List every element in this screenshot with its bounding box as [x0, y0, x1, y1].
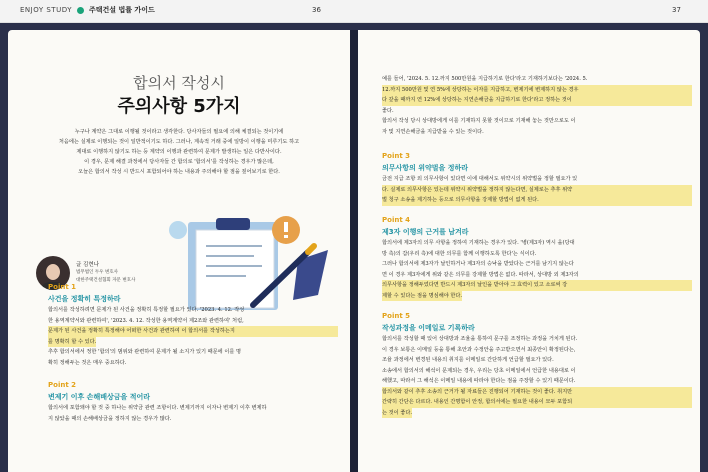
left-page	[8, 30, 350, 472]
magazine-brand: ENJOY STUDY	[20, 6, 72, 14]
body-line: 확히 정해두는 것은 매우 중요하다.	[48, 359, 127, 366]
highlighted-line: 다. 실제로 의무사항은 있는데 위약시 위약벌을 정하지 않는다면, 실제로는 추후 위약	[382, 185, 692, 196]
point-title: 변제기 이후 손해배상금을 적어라	[48, 393, 150, 401]
highlighted-line: 를 명확히 할 수 있다.	[48, 337, 96, 348]
body-line: 금전 지급 조항 외 의무사항이 있다면 이에 대해서도 위약시의 위약벌을 정할 필요가 있	[382, 176, 578, 182]
body-line: 합의서를 작성할 때 있어 상대방과 조율을 통하여 문구를 조정하는 과정을 거치게 된다.	[382, 336, 578, 342]
decor-circle	[169, 221, 187, 239]
section-dot-icon	[77, 7, 84, 14]
point-body	[382, 238, 692, 301]
point-number: Point 2	[48, 381, 76, 389]
body-line: 자 및 지연손해금을 지급받을 수 있는 것이다.	[382, 128, 484, 135]
highlighted-line: 는 것이 좋다.	[382, 408, 412, 419]
point-body	[382, 174, 692, 206]
section-subtitle: 주택건설 법률 가이드	[88, 6, 155, 14]
running-header	[0, 0, 708, 23]
point-title: 사건을 정확히 특정하라	[48, 295, 121, 303]
body-line: 합의서 작성 당시 상대방에게 이를 기재하지 못할 것이므로 기재해 놓는 것만으로도 이	[382, 118, 576, 124]
point-body	[48, 305, 338, 368]
contract-illustration	[158, 190, 333, 310]
right-page	[358, 30, 700, 472]
body-line: 추후 합의서에서 정한 '합의'의 범위와 관련하여 문제가 될 소지가 있기 때문에 이를 명	[48, 349, 242, 355]
clipboard-clip	[216, 218, 250, 230]
point-title: 제3자 이행의 근거를 남겨라	[382, 228, 469, 236]
body-line: 그러나 합의서에 제3자가 날인하거나 제3자의 승낙을 받았다는 근거를 남기지 않는다	[382, 261, 574, 267]
point-body	[48, 403, 338, 424]
article-kicker: 합의서 작성시	[133, 74, 225, 92]
book-spine	[350, 30, 358, 472]
body-line: 조율 과정에서 변경된 내용의 취지를 이메일로 간단하게 언급할 필요가 있다.	[382, 357, 554, 363]
point-title: 작성과정을 이메일로 기록하라	[382, 324, 475, 332]
highlighted-line: 다 갚을 때까지 연 12%에 상당하는 지연손해금을 지급하기로 한다'라고 정하는 것이	[382, 95, 692, 106]
highlighted-line: 벌 청구 소송을 제기하는 등으로 의무사항을 강제할 방법이 없게 된다.	[382, 195, 692, 206]
body-line: 합의서에 포함돼야 할 것 중 하나는 위약금 관련 조항이다. 변제기까지 이자나 변제기 이후 변제하	[48, 405, 267, 411]
body-line: 이 경우 보통은 이메일 등을 통해 초안과 수정안을 주고받으면서 최종안이 확정된다는,	[382, 346, 576, 353]
body-line: 면 이 경우 제3자에게 위와 같은 의무를 강제할 방법은 없다. 따라서, 상대방 외 제3자의	[382, 271, 579, 278]
highlighted-line: 합의서와 같이 추후 소송의 근거가 될 자료들은 진행되어 기재하는 것이 좋다. 취지만	[382, 387, 692, 398]
body-line: 예를 들어, '2024. 5. 12.까지 500만원을 지급하기로 한다'라고 기재하기보다는 '2024. 5.	[382, 76, 588, 82]
body-line: 지 않았을 때의 손해배상금을 정하지 않는 경우가 많다.	[48, 415, 172, 422]
intro-line: 누구나 계약은 그대로 이행될 것이라고 생각한다. 당사자들의 필요에 의해 체결되는 것이기에	[74, 129, 284, 135]
intro-line: 제대로 이행하지 않기도 하는 등 계약의 이행과 관련하여 문제가 발생하는 일은 다반사이다.	[76, 149, 282, 155]
point-title: 의무사항의 위약벌을 정하라	[382, 164, 469, 172]
body-line: 방 측)의 갑(우리 측)에 대한 의무를 함께 이행하도록 한다'는 식이다.	[382, 250, 537, 257]
author-role: 법무법인 두우 변호사	[76, 270, 118, 275]
page-number-left: 36	[312, 6, 321, 14]
intro-line: 오늘은 합의서 작성 시 반드시 포함되어야 하는 내용과 주의해야 할 점을 짚어보기로 한다.	[78, 169, 280, 175]
article-intro	[32, 127, 326, 177]
body-line: 한 용역계약서와 관련하여', '2023. 4. 12. 작성한 용역계약서 제2조와 관련하여' 처럼,	[48, 317, 244, 324]
body-line: 해했고, 따라서 그 해석은 이메일 내용에 따라야 한다는 점을 주장할 수 있기 때문이다.	[382, 378, 576, 384]
body-line: 소송에서 합의서의 해석이 문제되는 경우, 우리는 당초 이메일에서 언급한 내용대로 이	[382, 367, 576, 374]
highlighted-line: 문제가 된 사건을 정확히 특정해야 어떠한 사건과 관련하여 이 합의서를 작성하는지	[48, 326, 338, 337]
point-number: Point 3	[382, 152, 410, 160]
point-number: Point 5	[382, 312, 410, 320]
body-line: 좋다.	[382, 107, 394, 114]
page-number-right: 37	[672, 6, 681, 14]
body-line: 합의서에 제3자의 의무 사항을 정하여 기재하는 경우가 있다. '병(제3자) 역시 을(당대	[382, 240, 575, 246]
intro-line: 이 경우, 문제 해결 과정에서 당사자들 간 합의로 '합의서'를 작성하는 경우가 많은데,	[84, 159, 274, 165]
header-left	[20, 5, 155, 15]
highlighted-line: 12.까지 500만원 및 연 5%에 상당하는 이자를 지급하고, 변제기에 변제하지 않는 경우	[382, 85, 692, 96]
author-name: 글 김현나	[76, 262, 100, 268]
point-body	[382, 334, 692, 418]
intro-line: 처음에는 실제로 이행되는 것이 일반적이기도 하다. 그러나, 계속적 거래 중에 일방이 이행을 미루기도 하고	[58, 139, 300, 145]
point-number: Point 1	[48, 283, 76, 291]
highlighted-line: 의무사항을 정해두었다면 반드시 제3자의 날인을 받아야 그 효력이 있고 소로써 강	[382, 280, 692, 291]
highlighted-line: 제할 수 있다는 점을 명심해야 한다.	[382, 291, 462, 302]
point2-continued	[382, 74, 692, 137]
author-role: 대한주택건설협회 자문 변호사	[76, 278, 136, 283]
highlighted-line: 간략히 간단은 다르다. 내용인 간명함이 안정, 합의서에는 필요한 내용이 모두 포함되	[382, 397, 692, 408]
body-line: 합의서를 작성하려면 문제가 된 사건을 정확히 특정할 필요가 있다. '2023. 4. 12. 작성	[48, 307, 245, 313]
article-title: 주의사항 5가지	[117, 96, 241, 117]
point-number: Point 4	[382, 216, 410, 224]
